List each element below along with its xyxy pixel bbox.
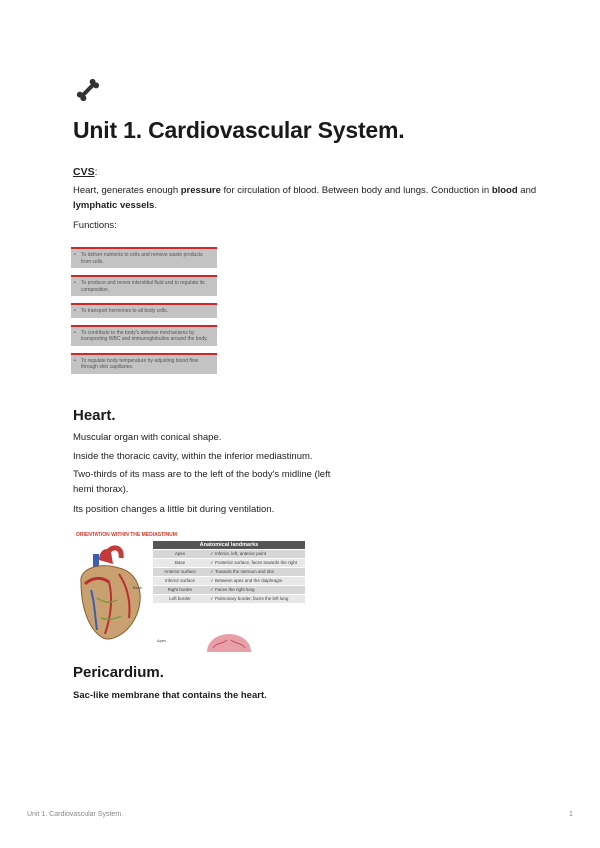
cvs-desc-text-4: .	[154, 200, 157, 211]
heart-line: Muscular organ with conical shape.	[73, 432, 222, 443]
page-title: Unit 1. Cardiovascular System.	[73, 117, 405, 143]
function-item: • To transport hormones to all body cells.	[71, 303, 217, 318]
functions-image	[71, 247, 217, 381]
cvs-desc-bold-lymphatic: lymphatic vessels	[73, 200, 155, 211]
footer-title: Unit 1. Cardiovascular System.	[27, 811, 124, 818]
page-number: 1	[569, 811, 573, 818]
apex-label: Apex	[157, 638, 167, 643]
function-item: • To produce and renew interstitial fluid and to regulate its composition.	[71, 275, 217, 296]
function-item: • To deliver nutrients to cells and remove waste products from cells.	[71, 247, 217, 268]
function-item: • To regulate body temperature by adjusting blood flow through skin capillaries.	[71, 353, 217, 374]
mediastinum-figure	[71, 530, 311, 652]
table-row	[153, 558, 305, 567]
anatomy-thumbnail	[205, 634, 253, 652]
landmark-label: Left border	[169, 596, 191, 601]
landmark-desc: ✓ Between apex and the diaphragm	[207, 577, 305, 585]
pericardium-heading: Pericardium.	[73, 664, 164, 681]
cvs-desc-text-1: Heart, generates enough	[73, 185, 181, 196]
landmark-desc: ✓ Faces the right lung	[207, 586, 305, 594]
function-item: • To contribute to the body's defense mechanisms by transporting WBC and immunoglobulins around the body.	[71, 325, 217, 346]
landmark-label: Anterior surface	[164, 569, 196, 574]
table-row	[153, 567, 305, 576]
landmarks-title: Anatomical landmarks	[153, 541, 305, 549]
table-row	[153, 585, 305, 594]
cvs-desc-bold-blood: blood	[491, 185, 518, 196]
cvs-label	[73, 166, 98, 178]
figure-title: ORIENTATION WITHIN THE MEDIASTINUM	[76, 532, 177, 538]
table-row	[153, 576, 305, 585]
landmarks-table	[153, 541, 305, 603]
cvs-description	[73, 183, 543, 213]
base-label: Base	[133, 585, 143, 590]
landmark-desc: ✓ Pulmonary border, faces the left lung	[207, 595, 305, 603]
landmark-label: Inferior surface	[164, 578, 195, 583]
landmark-desc: ✓ Inferior, left, anterior point	[207, 550, 305, 558]
cvs-desc-text-2: for circulation of blood. Between body and lungs. Conduction in	[220, 185, 492, 196]
landmark-desc: ✓ Posterior surface, faces towards the right	[207, 559, 305, 567]
heart-illustration	[71, 538, 151, 648]
functions-label: Functions:	[73, 220, 117, 231]
landmark-label: Right border	[167, 587, 193, 592]
cvs-desc-text-3: and	[517, 185, 537, 196]
heart-heading: Heart.	[73, 407, 116, 424]
landmark-label: Base	[174, 560, 186, 565]
landmark-label: Apex	[174, 551, 186, 556]
heart-line: Two-thirds of its mass are to the left of the body's midline (left hemi thorax).	[73, 469, 331, 495]
cvs-desc-bold-pressure: pressure	[180, 185, 221, 196]
table-row	[153, 549, 305, 558]
cvs-term: CVS	[73, 166, 95, 178]
table-row	[153, 594, 305, 603]
bone-icon	[74, 76, 102, 104]
landmark-desc: ✓ Towards the sternum and ribs	[207, 568, 305, 576]
pericardium-text: Sac-like membrane that contains the heart.	[73, 690, 267, 701]
cvs-colon: :	[94, 166, 98, 178]
heart-line: Its position changes a little bit during ventilation.	[73, 504, 275, 515]
heart-line: Inside the thoracic cavity, within the inferior mediastinum.	[73, 451, 313, 462]
